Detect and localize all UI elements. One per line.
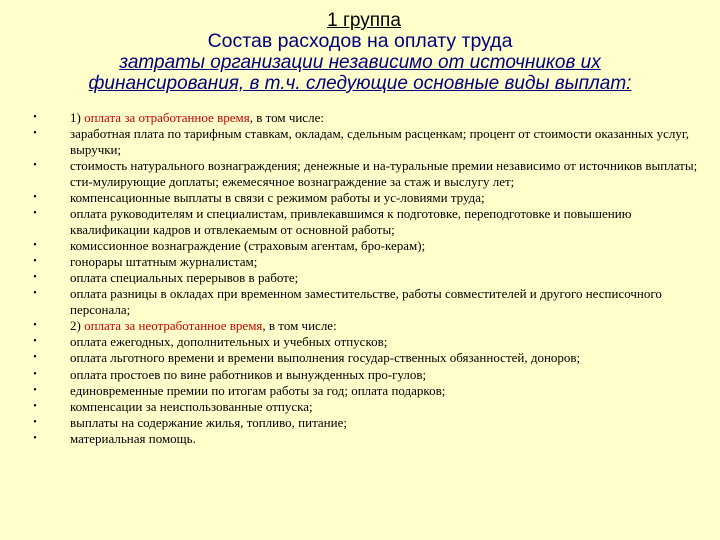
bullet-icon: • xyxy=(33,255,37,267)
list-item xyxy=(30,254,705,270)
list-item-text: оплата ежегодных, дополнительных и учебных отпусков; xyxy=(70,334,388,350)
slide-heading xyxy=(60,10,660,94)
list-item xyxy=(30,367,705,383)
list-item xyxy=(30,158,705,189)
list-item-text: оплата простоев по вине работников и вынужденных про-гулов; xyxy=(70,366,427,382)
bullet-icon: • xyxy=(33,433,37,445)
list-item-section-1 xyxy=(30,110,705,126)
list-item-text: компенсации за неиспользованные отпуска; xyxy=(70,399,313,414)
list-item xyxy=(30,126,705,157)
list-item-text: компенсационные выплаты в связи с режимом работы и ус-ловиями труда; xyxy=(70,189,485,205)
list-item xyxy=(30,350,705,366)
list-item xyxy=(30,206,705,237)
list-item-text: материальная помощь. xyxy=(70,431,196,447)
bullet-icon: • xyxy=(33,401,37,412)
bullet-icon: • xyxy=(33,288,37,300)
section-number: 2) xyxy=(70,318,85,334)
bullet-icon: • xyxy=(33,128,37,140)
list-item xyxy=(30,334,705,350)
list-item-text: оплата специальных перерывов в работе; xyxy=(70,270,299,286)
bullet-icon: • xyxy=(33,239,37,251)
list-item xyxy=(30,399,705,415)
slide-subtitle-line-2: финансирования, в т.ч. следующие основные виды выплат: xyxy=(88,73,632,94)
section-suffix: , в том числе: xyxy=(249,110,324,125)
list-item-text: выплаты на содержание жилья, топливо, питание; xyxy=(70,415,347,431)
list-item-text: комиссионное вознаграждение (страховым агентам, бро-керам); xyxy=(70,237,426,253)
list-item-text: оплата руководителям и специалистам, привлекавшимся к подготовке, переподготовке и повышению квалификации кадров и отвлекаемым от основной работы; xyxy=(70,205,632,237)
list-item xyxy=(30,286,705,317)
list-item xyxy=(30,238,705,254)
list-item-text: гонорары штатным журналистам; xyxy=(70,253,258,269)
list-item xyxy=(30,431,705,447)
section-suffix: , в том числе: xyxy=(262,318,337,334)
bullet-icon: • xyxy=(33,368,37,380)
list-item-text: оплата разницы в окладах при временном заместительстве, работы совместителей и другого несписочного персонала; xyxy=(70,286,662,317)
slide-title: Состав расходов на оплату труда xyxy=(207,30,513,52)
bullet-icon: • xyxy=(33,272,37,284)
list-item-text: заработная плата по тарифным ставкам, окладам, сдельным расценкам; процент от стоимости оказанных услуг, выручки; xyxy=(70,126,689,157)
expense-list xyxy=(30,110,705,448)
bullet-icon: • xyxy=(33,417,37,429)
list-item xyxy=(30,415,705,431)
list-item xyxy=(30,270,705,286)
list-item-text: оплата льготного времени и времени выполнения государ-ственных обязанностей, доноров; xyxy=(70,350,581,366)
bullet-icon: • xyxy=(33,320,37,332)
bullet-icon: • xyxy=(33,336,37,348)
list-item xyxy=(30,383,705,399)
slide-subtitle-line-1: затраты организации независимо от источников их xyxy=(119,52,601,73)
section-number: 1) xyxy=(70,110,85,125)
bullet-icon: • xyxy=(33,207,37,219)
group-label: 1 группа xyxy=(327,10,401,31)
bullet-icon: • xyxy=(33,112,37,123)
section-highlight: оплата за отработанное время xyxy=(84,110,250,125)
list-item xyxy=(30,190,705,206)
bullet-icon: • xyxy=(33,384,37,396)
list-item-text: стоимость натурального вознаграждения; денежные и на-туральные премии независимо от источников выплаты; сти-мулирующие доплаты; ежемесячное вознаграждение за стаж и выслугу лет; xyxy=(70,157,698,189)
bullet-icon: • xyxy=(33,159,37,171)
list-item-text: единовременные премии по итогам работы за год; оплата подарков; xyxy=(70,382,446,398)
bullet-icon: • xyxy=(33,191,37,203)
bullet-icon: • xyxy=(33,352,37,364)
list-item-section-2 xyxy=(30,318,705,334)
section-highlight: оплата за неотработанное время xyxy=(84,318,263,334)
